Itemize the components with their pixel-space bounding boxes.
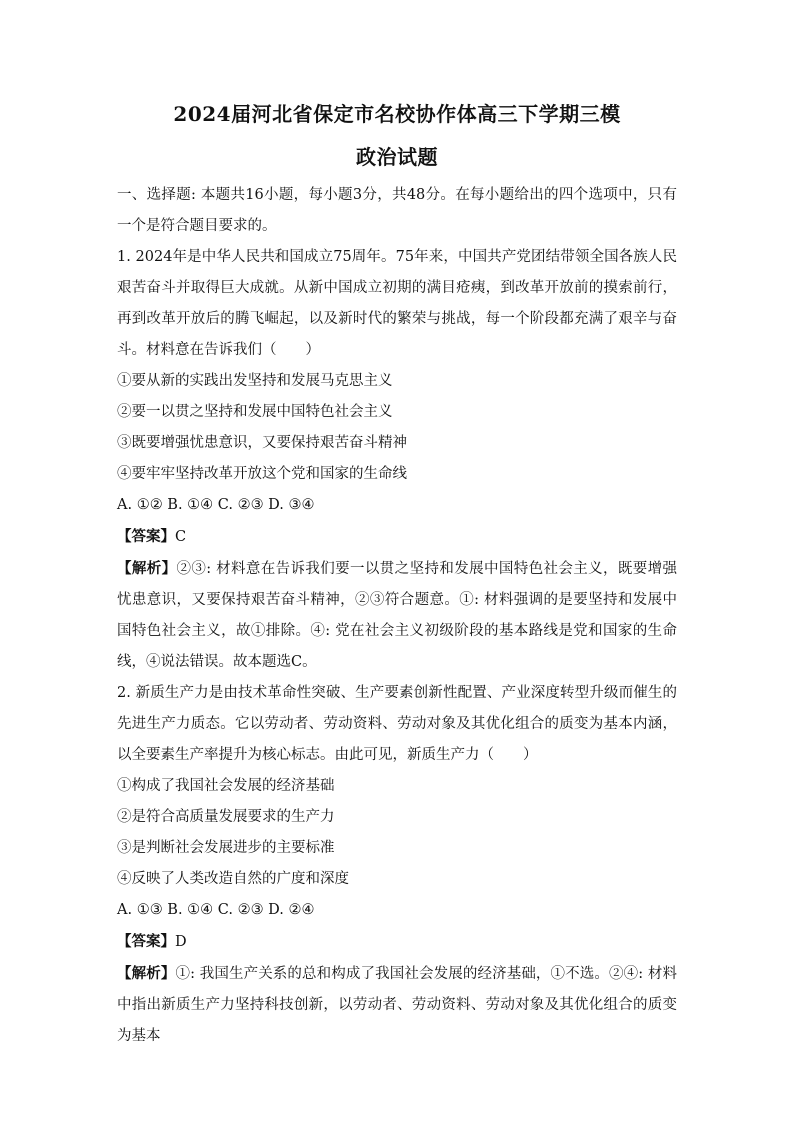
document-subtitle: 政治试题 — [356, 145, 438, 169]
document-body — [117, 180, 677, 1052]
question-1-analysis — [117, 553, 677, 678]
question-1-option-1: ①要从新的实践出发坚持和发展马克思主义 — [117, 373, 393, 389]
answer-label: 【答案】 — [117, 528, 175, 545]
question-1-answer — [117, 521, 677, 553]
answer-value: C — [175, 529, 187, 545]
question-2-option-2: ②是符合高质量发展要求的生产力 — [117, 809, 335, 825]
question-2-choices: A. ①③ B. ①④ C. ②③ D. ②④ — [117, 902, 315, 918]
question-1-stem: 1. 2024年是中华人民共和国成立75周年。75年来，中国共产党团结带领全国各族人民艰苦奋斗并取得巨大成就。从新中国成立初期的满目疮痍，到改革开放前的摸索前行，再到改革开放后的腾飞崛起，以及新时代的繁荣与挑战，每一个阶段都充满了艰辛与奋斗。材料意在告诉我们（ ） — [117, 249, 677, 358]
section-intro: 一、选择题: 本题共16小题，每小题3分，共48分。在每小题给出的四个选项中，只有一个是符合题目要求的。 — [117, 187, 677, 234]
question-2-option-4: ④反映了人类改造自然的广度和深度 — [117, 871, 349, 887]
analysis-label: 【解析】 — [117, 965, 176, 982]
question-2-option-1: ①构成了我国社会发展的经济基础 — [117, 778, 335, 794]
analysis-label: 【解析】 — [117, 560, 177, 577]
analysis-text: ①: 我国生产关系的总和构成了我国社会发展的经济基础，①不选。②④: 材料中指出新质生产力坚持科技创新，以劳动者、劳动资料、劳动对象及其优化组合的质变为基本 — [117, 966, 677, 1044]
answer-label: 【答案】 — [117, 933, 175, 950]
question-2-answer — [117, 926, 677, 958]
question-2-option-3: ③是判断社会发展进步的主要标准 — [117, 840, 335, 856]
question-1-choices: A. ①② B. ①④ C. ②③ D. ③④ — [117, 497, 315, 513]
answer-value: D — [175, 934, 187, 950]
question-2-stem: 2. 新质生产力是由技术革命性突破、生产要素创新性配置、产业深度转型升级而催生的先进生产力质态。它以劳动者、劳动资料、劳动对象及其优化组合的质变为基本内涵，以全要素生产率提升为核心标志。由此可见，新质生产力（ ） — [117, 685, 677, 763]
question-1-option-4: ④要牢牢坚持改革开放这个党和国家的生命线 — [117, 466, 407, 482]
analysis-text: ②③: 材料意在告诉我们要一以贯之坚持和发展中国特色社会主义，既要增强忧患意识，又要保持艰苦奋斗精神，②③符合题意。①: 材料强调的是要坚持和发展中国特色社会主义，故①排除。④: 党在社会主义初级阶段的基本路线是党和国家的生命线，④说法错误。故本题选C。 — [117, 561, 677, 670]
question-1-option-2: ②要一以贯之坚持和发展中国特色社会主义 — [117, 404, 393, 420]
question-2-analysis — [117, 958, 677, 1052]
question-1-option-3: ③既要增强忧患意识，又要保持艰苦奋斗精神 — [117, 435, 407, 451]
document-title: 2024届河北省保定市名校协作体高三下学期三模 — [173, 102, 621, 126]
